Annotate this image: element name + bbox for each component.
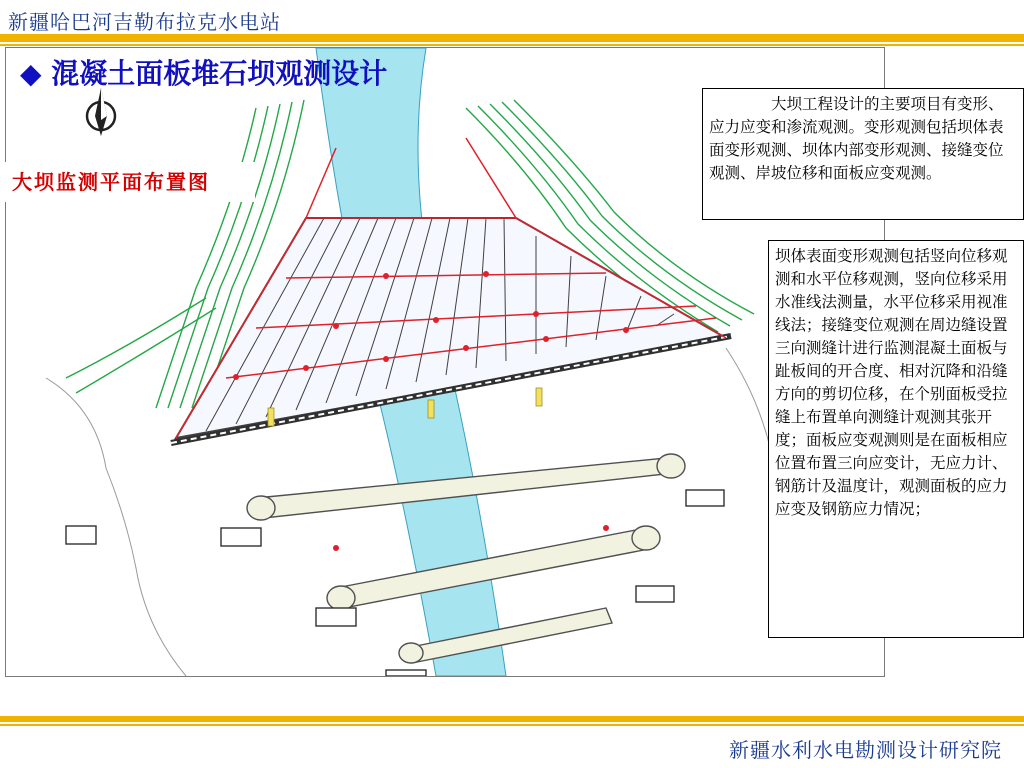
textbox-overview xyxy=(702,88,1024,220)
header-title: 新疆哈巴河吉勒布拉克水电站 xyxy=(8,10,281,34)
textbox-overview-text: 大坝工程设计的主要项目有变形、应力应变和渗流观测。变形观测包括坝体表面变形观测、坝体内部变形观测、接缝变位观测、岸坡位移和面板应变观测。 xyxy=(709,95,1004,182)
map-label: 大坝监测平面布置图 xyxy=(0,162,255,202)
north-arrow-icon xyxy=(87,88,115,136)
footer-bar-thin xyxy=(0,724,1024,726)
footer-org: 新疆水利水电勘测设计研究院 xyxy=(729,738,1002,762)
footer-bar xyxy=(0,716,1024,722)
header-bar-thin xyxy=(0,44,1024,46)
slide-title: ◆ 混凝土面板堆石坝观测设计 xyxy=(20,57,388,90)
header-bar xyxy=(0,34,1024,42)
textbox-details xyxy=(768,240,1024,638)
textbox-details-text: 坝体表面变形观测包括竖向位移观测和水平位移观测，竖向位移采用水准线法测量，水平位移采用视准线法；接缝变位观测在周边缝设置三向测缝计进行监测混凝土面板与趾板间的开合度、相对沉降和沿缝方向的剪切位移，在个别面板受拉缝上布置单向测缝计观测其张开度；面板应变观测则是在面板相应位置布置三向应变计，无应力计、钢筋计及温度计，观测面板的应力应变及钢筋应力情况； xyxy=(775,247,1008,518)
